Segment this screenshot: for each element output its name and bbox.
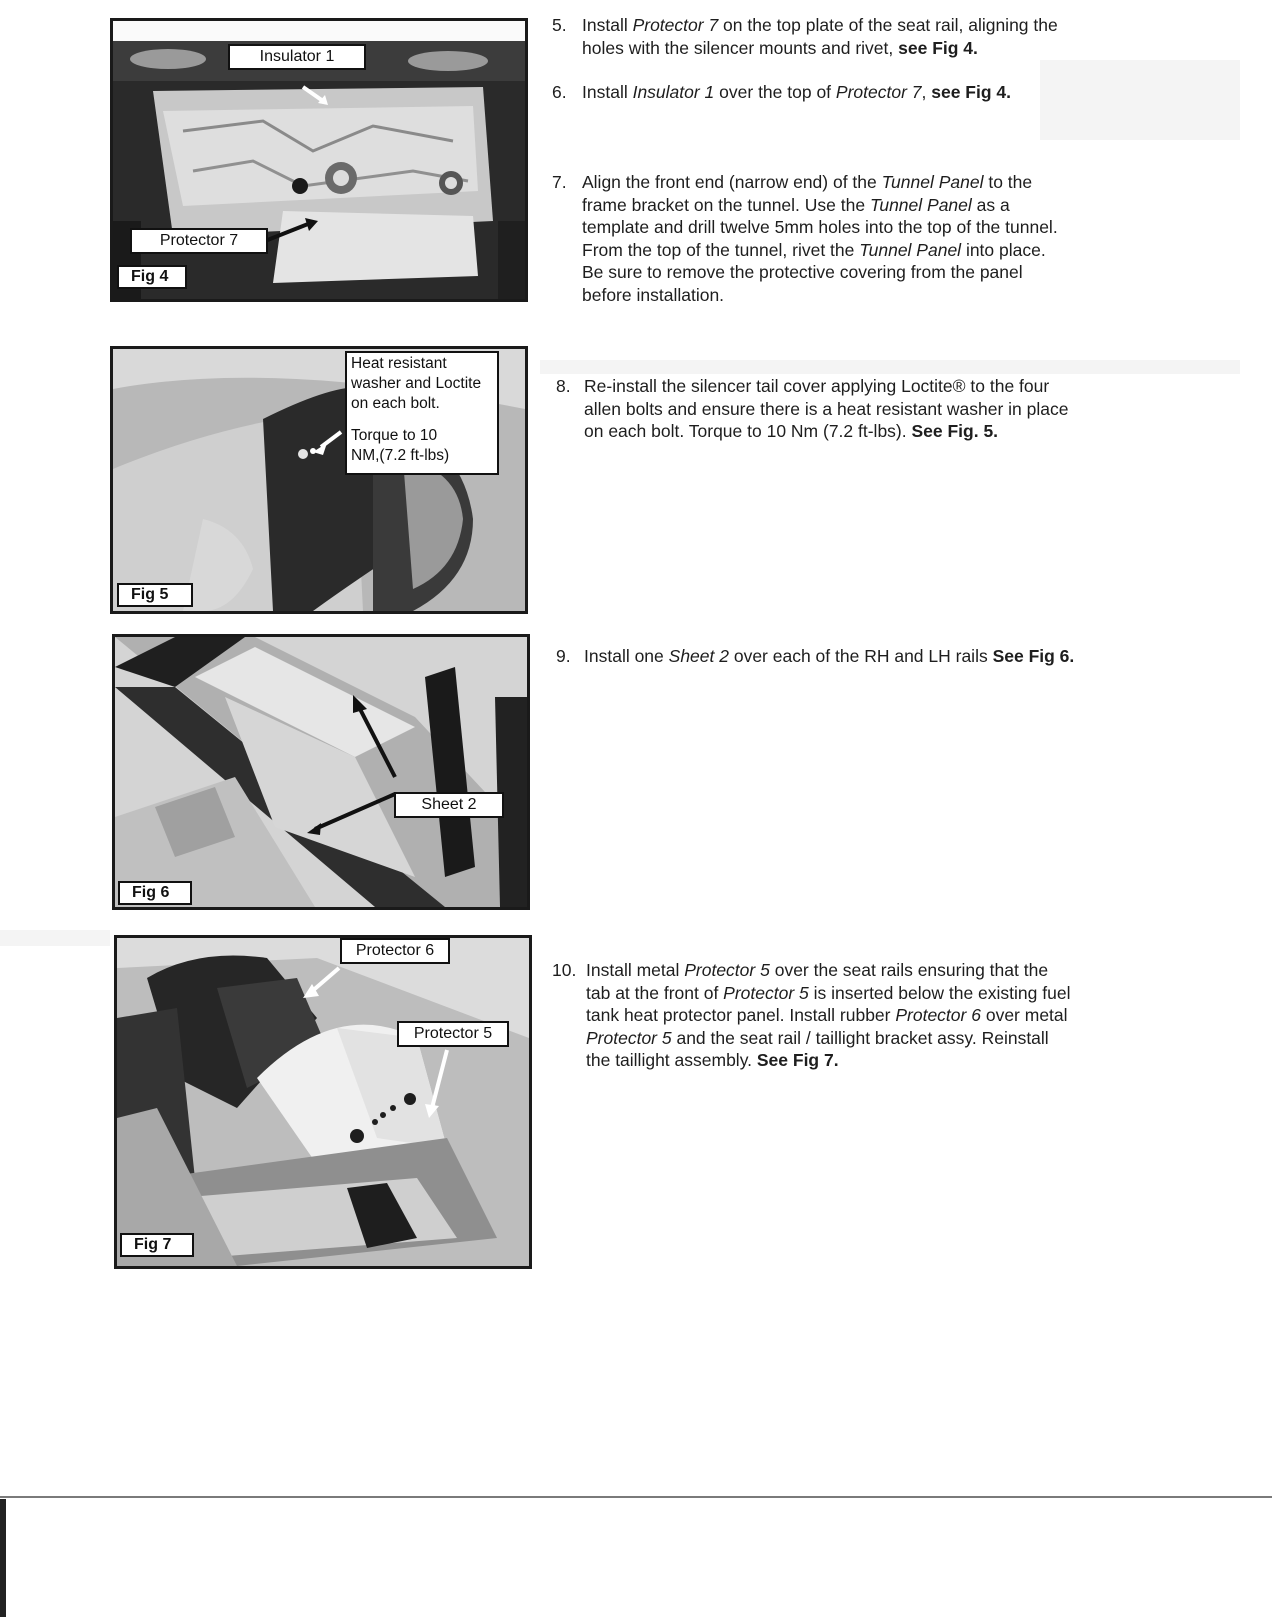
step-number: 8. (556, 376, 571, 396)
figure-6-photo (112, 634, 530, 910)
step-line: Re-install the silencer tail cover applying Loctite® to the four (584, 376, 1050, 396)
step-number: 5. (552, 15, 567, 35)
callout-line: Torque to 10 (351, 427, 438, 444)
step-line: frame bracket on the tunnel. Use the Tunnel Panel as a (582, 194, 1010, 215)
callout-protector-7: Protector 7 (130, 228, 268, 254)
step-line: before installation. (582, 284, 725, 305)
figure-label: Fig 6 (118, 881, 192, 905)
fig7-photo-drawing (117, 938, 529, 1266)
step-number: 10. (552, 960, 577, 980)
callout-sheet-2: Sheet 2 (394, 792, 504, 818)
step-line: Install metal Protector 5 over the seat rails ensuring that the (586, 960, 1049, 980)
step-line: Align the front end (narrow end) of the Tunnel Panel to the (582, 172, 1033, 192)
scan-page-edge (0, 1496, 1272, 1498)
figure-7-photo (114, 935, 532, 1269)
step-line: on each bolt. Torque to 10 Nm (7.2 ft-lbs). See Fig. 5. (584, 421, 999, 441)
callout-protector-6: Protector 6 (340, 938, 450, 964)
step-number: 7. (552, 172, 567, 192)
step-line: Protector 5 and the seat rail / taillight bracket assy. Reinstall (586, 1027, 1049, 1048)
figure-label: Fig 7 (120, 1233, 194, 1257)
step-line: From the top of the tunnel, rivet the Tunnel Panel into place. (582, 239, 1046, 260)
callout-insulator-1: Insulator 1 (228, 44, 366, 70)
figure-label: Fig 4 (117, 265, 187, 289)
step-number: 9. (556, 646, 571, 666)
step-line: allen bolts and ensure there is a heat resistant washer in place (584, 398, 1069, 419)
callout-line: on each bolt. (351, 395, 440, 412)
fig6-photo-drawing (115, 637, 527, 907)
step-line: the taillight assembly. See Fig 7. (586, 1050, 839, 1070)
callout-heat-washer (345, 351, 499, 475)
figure-5-photo (110, 346, 528, 614)
scan-page-edge-left (0, 1499, 6, 1617)
step-5 (552, 14, 1152, 60)
callout-line: washer and Loctite (351, 375, 482, 392)
scan-smudge (0, 930, 110, 946)
figure-4-photo (110, 18, 528, 302)
step-line: Install Protector 7 on the top plate of the seat rail, aligning the (582, 15, 1058, 35)
step-line: tank heat protector panel. Install rubber Protector 6 over metal (586, 1005, 1068, 1025)
step-line: holes with the silencer mounts and rivet, see Fig 4. (582, 37, 978, 58)
step-line: tab at the front of Protector 5 is inserted below the existing fuel (586, 982, 1071, 1003)
callout-protector-5: Protector 5 (397, 1021, 509, 1047)
callout-line: Heat resistant (351, 355, 447, 372)
scan-smudge (540, 360, 1240, 374)
step-line: template and drill twelve 5mm holes into the top of the tunnel. (582, 217, 1058, 237)
scan-smudge (1040, 60, 1240, 140)
step-line: Be sure to remove the protective covering from the panel (582, 262, 1023, 282)
callout-line: NM,(7.2 ft-lbs) (351, 447, 450, 464)
figure-label: Fig 5 (117, 583, 193, 607)
step-number: 6. (552, 82, 567, 102)
